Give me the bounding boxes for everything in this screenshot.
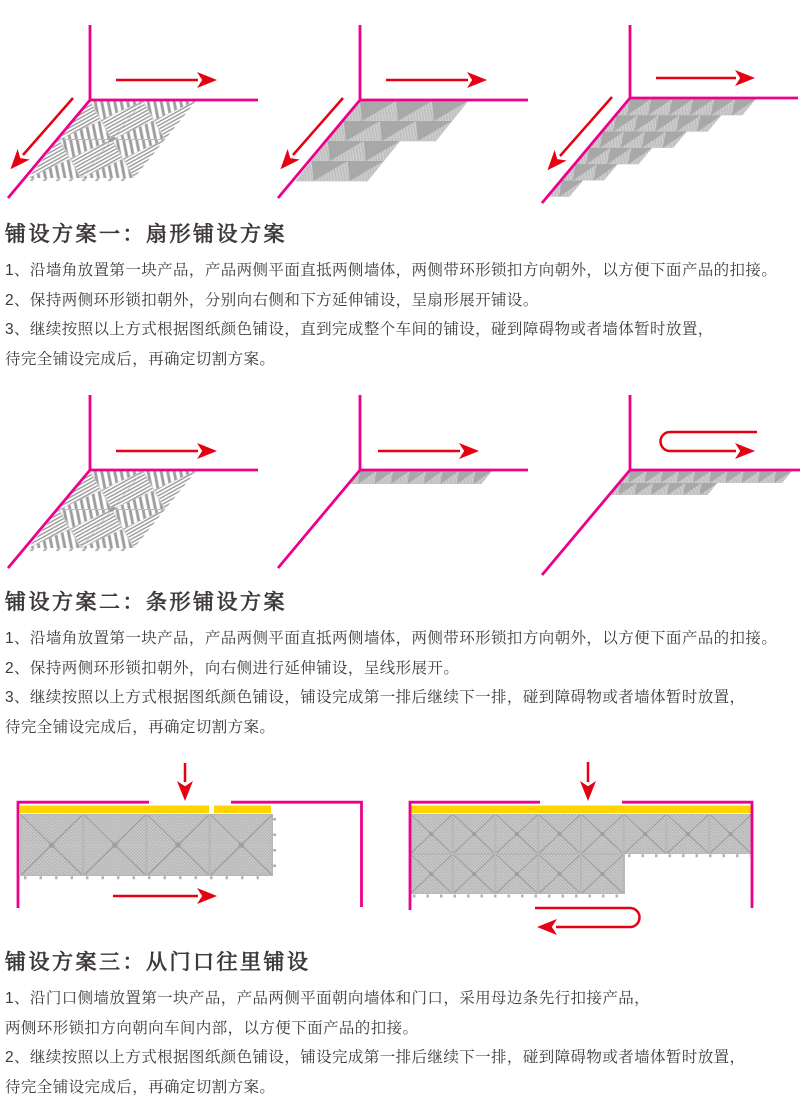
arrow-uturn-right-icon	[661, 432, 758, 451]
diagram-row-door-scheme	[0, 760, 800, 940]
diagram-row-strip-scheme	[0, 375, 800, 585]
instruction-line: 3、继续按照以上方式根据图纸颜色铺设，铺设完成第一排后继续下一排，碰到障碍物或者墙体暂时放置，	[5, 689, 746, 706]
instruction-line: 3、继续按照以上方式根据图纸颜色铺设，直到完成整个车间的铺设，碰到障碍物或者墙体暂时放置，	[5, 321, 714, 338]
diagram-strip-step3	[542, 395, 800, 575]
tile-block	[611, 471, 792, 495]
diagram-fan-step1	[8, 25, 258, 198]
diagram-strip-step1	[8, 395, 258, 568]
edge-strip	[214, 806, 271, 814]
diagram-row-fan-scheme	[0, 0, 800, 220]
tile-block	[549, 99, 756, 197]
instruction-line: 1、沿门口侧墙放置第一块产品，产品两侧平面朝向墙体和门口，采用母边条先行扣接产品，	[5, 990, 651, 1007]
instruction-line: 2、保持两侧环形锁扣朝外，分别向右侧和下方延伸铺设，呈扇形展开铺设。	[5, 291, 539, 309]
tile-block-row2	[410, 854, 625, 894]
instruction-line: 待完全铺设完成后，再确定切割方案。	[5, 718, 276, 736]
instruction-line: 1、沿墙角放置第一块产品，产品两侧平面直抵两侧墙体，两侧带环形锁扣方向朝外，以方便下面产品的扣接。	[5, 630, 778, 647]
scheme-3-heading: 铺设方案三：从门口往里铺设	[5, 951, 311, 974]
tile-block	[27, 471, 196, 550]
edge-strip	[20, 806, 209, 814]
instruction-line: 待完全铺设完成后，再确定切割方案。	[5, 1078, 276, 1096]
diagram-strip-step2	[278, 395, 528, 568]
scheme-3-section	[5, 949, 798, 1102]
scheme-2-heading: 铺设方案二：条形铺设方案	[5, 591, 287, 614]
instruction-line: 两侧环形锁扣方向朝向车间内部，以方便下面产品的扣接。	[5, 1019, 419, 1037]
arrow-uturn-left-icon	[535, 908, 640, 927]
tile-block	[27, 101, 196, 180]
scheme-1-heading: 铺设方案一：扇形铺设方案	[5, 223, 287, 246]
tile-block	[20, 814, 273, 876]
scheme-1-section	[5, 221, 798, 374]
diagram-fan-step2	[278, 25, 528, 198]
instruction-line: 待完全铺设完成后，再确定切割方案。	[5, 350, 276, 368]
diagram-door-step1	[18, 763, 362, 908]
diagram-fan-step3	[542, 25, 798, 203]
tile-block-row1	[410, 814, 752, 854]
edge-strip	[410, 806, 752, 814]
instruction-line: 2、继续按照以上方式根据图纸颜色铺设，铺设完成第一排后继续下一排，碰到障碍物或者墙体暂时放置，	[5, 1049, 746, 1066]
instruction-line: 2、保持两侧环形锁扣朝外，向右侧进行延伸铺设，呈线形展开。	[5, 659, 460, 677]
diagram-door-step2	[410, 762, 752, 927]
scheme-2-section	[5, 589, 798, 742]
tile-block	[350, 471, 492, 484]
instruction-line: 1、沿墙角放置第一块产品，产品两侧平面直抵两侧墙体，两侧带环形锁扣方向朝外，以方便下面产品的扣接。	[5, 262, 778, 279]
tile-block	[296, 101, 468, 181]
